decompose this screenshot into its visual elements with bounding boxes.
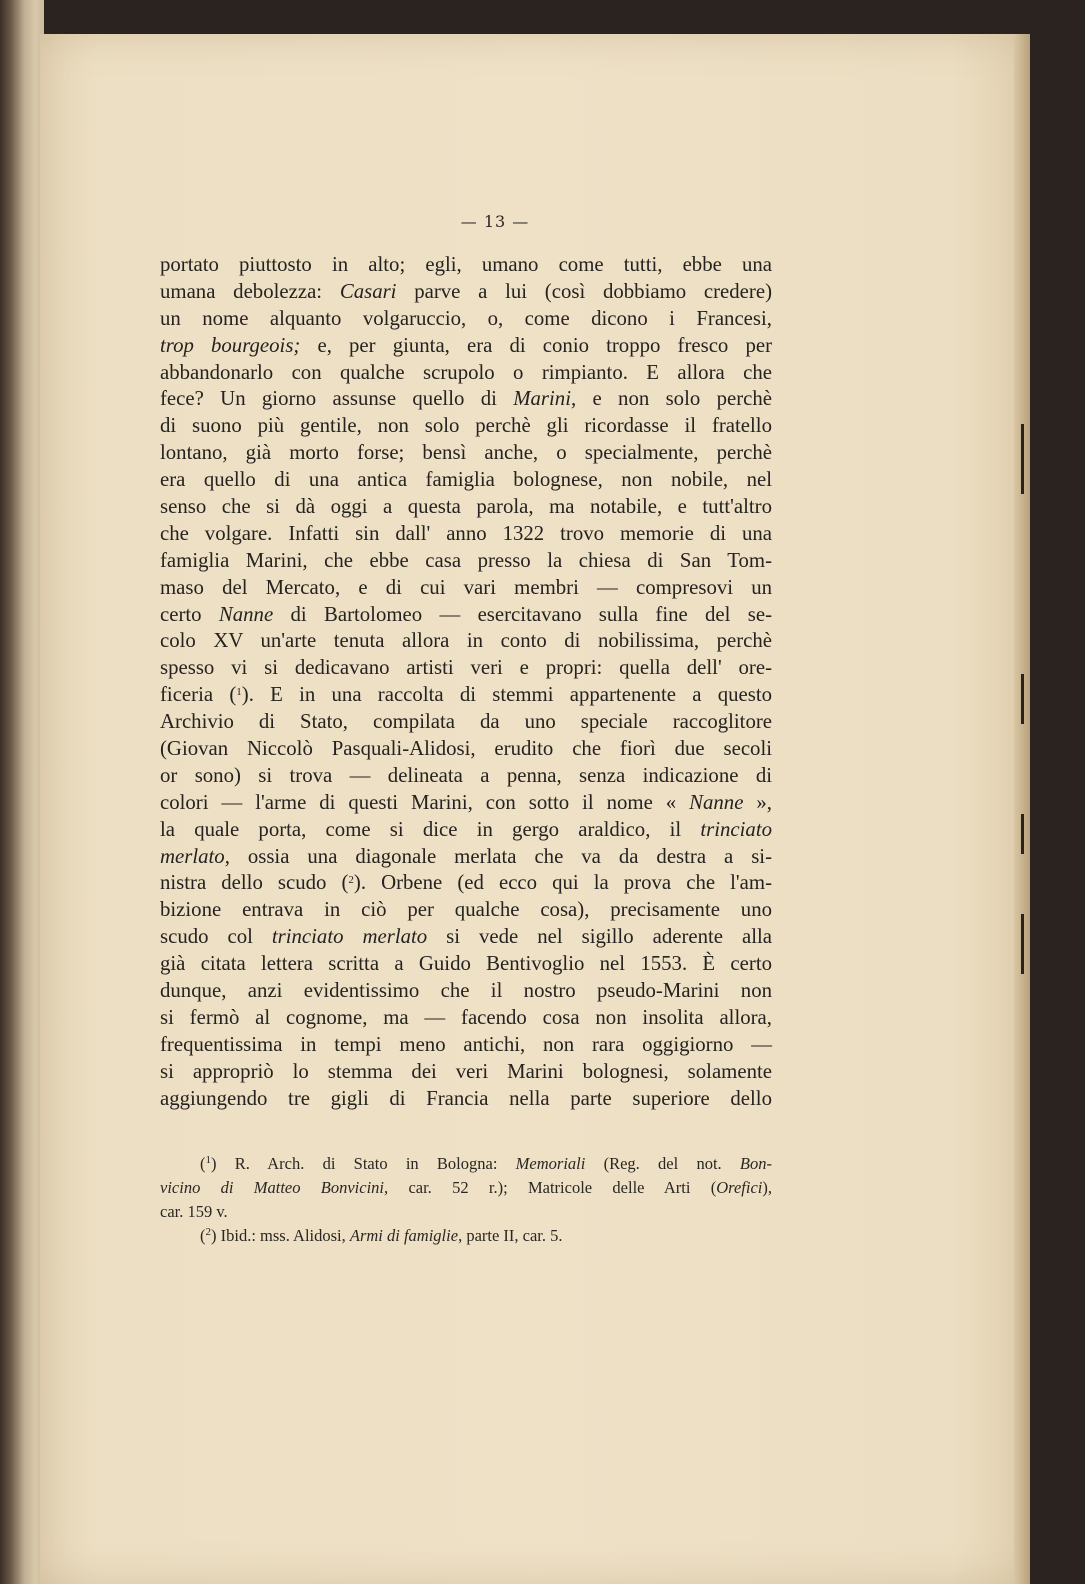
page-edge-mark	[1021, 914, 1024, 974]
body-line: frequentissima in tempi meno antichi, non rara oggigiorno —	[160, 1032, 772, 1056]
body-line: era quello di una antica famiglia bolognese, non nobile, nel	[160, 468, 772, 492]
body-line: scudo col trinciato merlato si vede nel sigillo aderente alla	[160, 925, 772, 949]
body-line: certo Nanne di Bartolomeo — esercitavano sulla fine del se-	[160, 602, 772, 626]
body-line: lontano, già morto forse; bensì anche, o specialmente, perchè	[160, 441, 772, 465]
body-line: senso che si dà oggi a questa parola, ma notabile, e tutt'altro	[160, 495, 772, 519]
body-line: umana debolezza: Casari parve a lui (così dobbiamo credere)	[160, 279, 772, 303]
body-line: maso del Mercato, e di cui vari membri — compresovi un	[160, 575, 772, 599]
body-line: dunque, anzi evidentissimo che il nostro pseudo-Marini non	[160, 979, 772, 1003]
body-line: merlato, ossia una diagonale merlata che va da destra a si-	[160, 844, 772, 868]
body-line: già citata lettera scritta a Guido Bentivoglio nel 1553. È certo	[160, 952, 772, 976]
body-line: si fermò al cognome, ma — facendo cosa non insolita allora,	[160, 1005, 772, 1029]
body-line: famiglia Marini, che ebbe casa presso la chiesa di San Tom-	[160, 548, 772, 572]
footnotes	[160, 1152, 772, 1248]
body-line: portato piuttosto in alto; egli, umano come tutti, ebbe una	[160, 253, 772, 276]
body-text	[160, 252, 772, 1113]
body-line: spesso vi si dedicavano artisti veri e propri: quella dell' ore-	[160, 656, 772, 680]
page-edge-mark	[1021, 674, 1024, 724]
body-line: bizione entrava in ciò per qualche cosa), precisamente uno	[160, 898, 772, 922]
body-line: ficeria ($^1$). E in una raccolta di stemmi appartenente a questo	[160, 683, 772, 707]
body-line: colori — l'arme di questi Marini, con sotto il nome « Nanne »,	[160, 790, 773, 814]
body-line: nistra dello scudo ($^2$). Orbene (ed ecco qui la prova che l'am-	[160, 871, 772, 895]
footnote-line: vicino di Matteo Bonvicini, car. 52 r.); Matricole delle Arti (Orefici),	[160, 1178, 772, 1197]
body-line: abbandonarlo con qualche scrupolo o rimpianto. E allora che	[160, 360, 772, 384]
body-line: Archivio di Stato, compilata da uno speciale raccoglitore	[160, 710, 772, 734]
body-line: trop bourgeois; e, per giunta, era di conio troppo fresco per	[160, 333, 772, 357]
body-line: la quale porta, come si dice in gergo araldico, il trinciato	[160, 817, 772, 841]
footnote-line: ($^2$) Ibid.: mss. Alidosi, Armi di famiglie, parte II, car. 5.	[200, 1226, 563, 1245]
footnote-line: car. 159 v.	[160, 1202, 228, 1221]
body-line: colo XV un'arte tenuta allora in conto di nobilissima, perchè	[160, 629, 772, 653]
page-number: — 13 —	[460, 212, 530, 231]
body-line: si appropriò lo stemma dei veri Marini bolognesi, solamente	[160, 1059, 772, 1083]
body-line: (Giovan Niccolò Pasquali-Alidosi, erudito che fiorì due secoli	[160, 737, 772, 761]
page-edge-mark	[1021, 424, 1024, 494]
body-line: un nome alquanto volgaruccio, o, come dicono i Francesi,	[160, 306, 772, 330]
body-line: aggiungendo tre gigli di Francia nella parte superiore dello	[160, 1086, 772, 1110]
body-line: che volgare. Infatti sin dall' anno 1322 trovo memorie di una	[160, 521, 772, 545]
document-page	[40, 34, 1030, 1584]
body-line: or sono) si trova — delineata a penna, senza indicazione di	[160, 763, 772, 787]
footnote-line: ($^1$) R. Arch. di Stato in Bologna: Memoriali (Reg. del not. Bon-	[200, 1154, 772, 1173]
page-edge	[1014, 34, 1030, 1584]
page-edge-mark	[1021, 814, 1024, 854]
body-line: fece? Un giorno assunse quello di Marini, e non solo perchè	[160, 387, 772, 411]
body-line: di suono più gentile, non solo perchè gli ricordasse il fratello	[160, 414, 772, 438]
book-binding	[0, 0, 44, 1584]
